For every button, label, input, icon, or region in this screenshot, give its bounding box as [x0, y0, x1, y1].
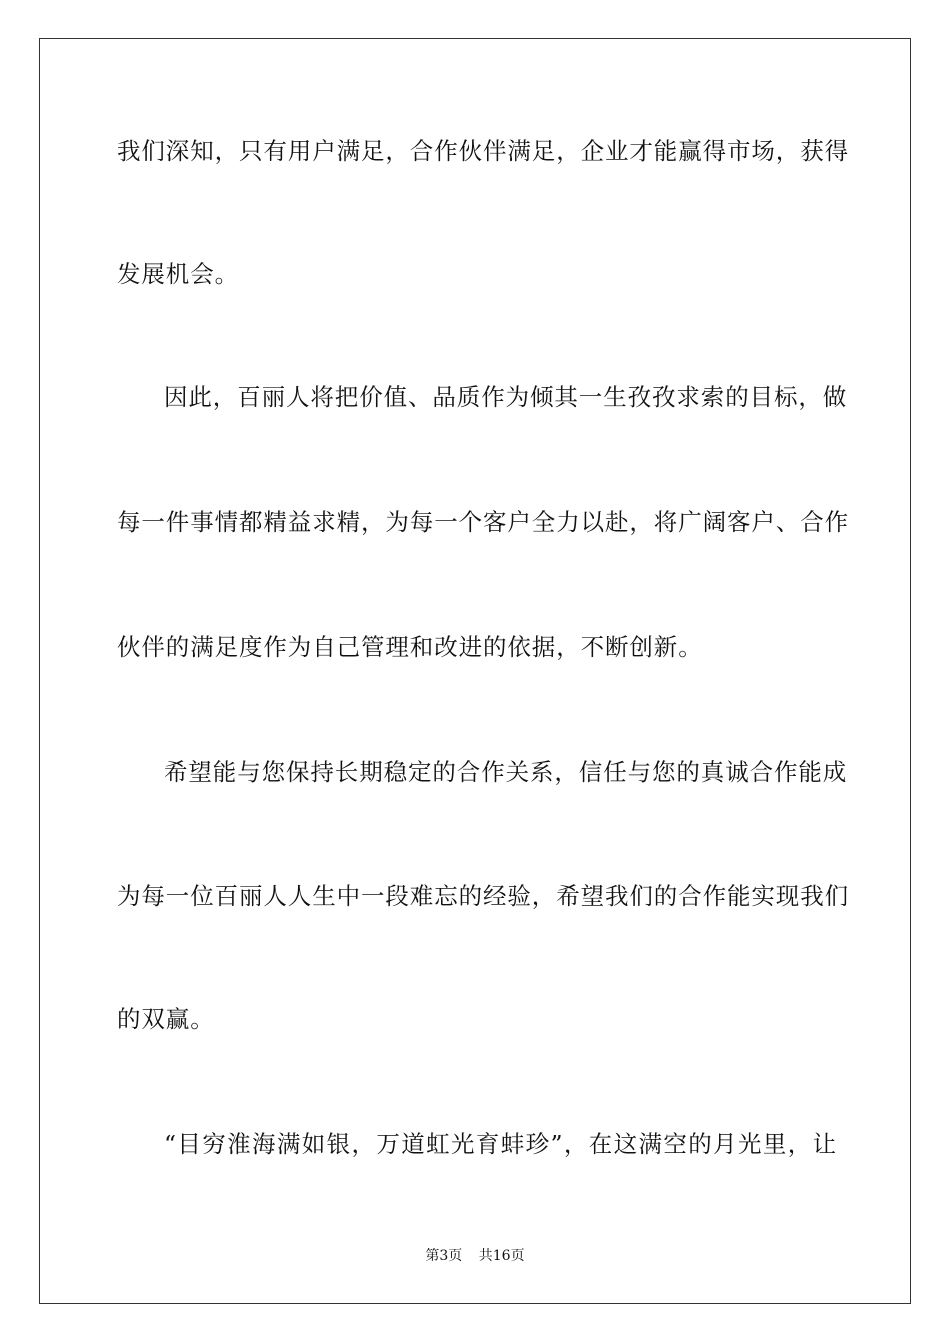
- page-border: [39, 38, 911, 1304]
- body-text-line: 为每一位百丽人人生中一段难忘的经验，希望我们的合作能实现我们: [117, 882, 849, 910]
- body-text-line: 每一件事情都精益求精，为每一个客户全力以赴，将广阔客户、合作: [117, 508, 849, 536]
- body-text-line: 发展机会。: [117, 260, 239, 288]
- page-total: 共16页: [478, 1248, 525, 1264]
- body-text-line: 伙伴的满足度作为自己管理和改进的依据，不断创新。: [117, 633, 703, 661]
- body-text-line: 因此，百丽人将把价值、品质作为倾其一生孜孜求索的目标，做: [164, 383, 848, 411]
- body-text-line: 我们深知，只有用户满足，合作伙伴满足，企业才能赢得市场，获得: [117, 137, 849, 165]
- page-footer: [0, 1246, 950, 1266]
- body-text-line: 的双赢。: [117, 1005, 215, 1033]
- page-number: 第3页: [425, 1248, 463, 1264]
- body-text-line: “目穷淮海满如银，万道虹光育蚌珍”，在这满空的月光里，让: [164, 1130, 837, 1158]
- body-text-line: 希望能与您保持长期稳定的合作关系，信任与您的真诚合作能成: [164, 758, 848, 786]
